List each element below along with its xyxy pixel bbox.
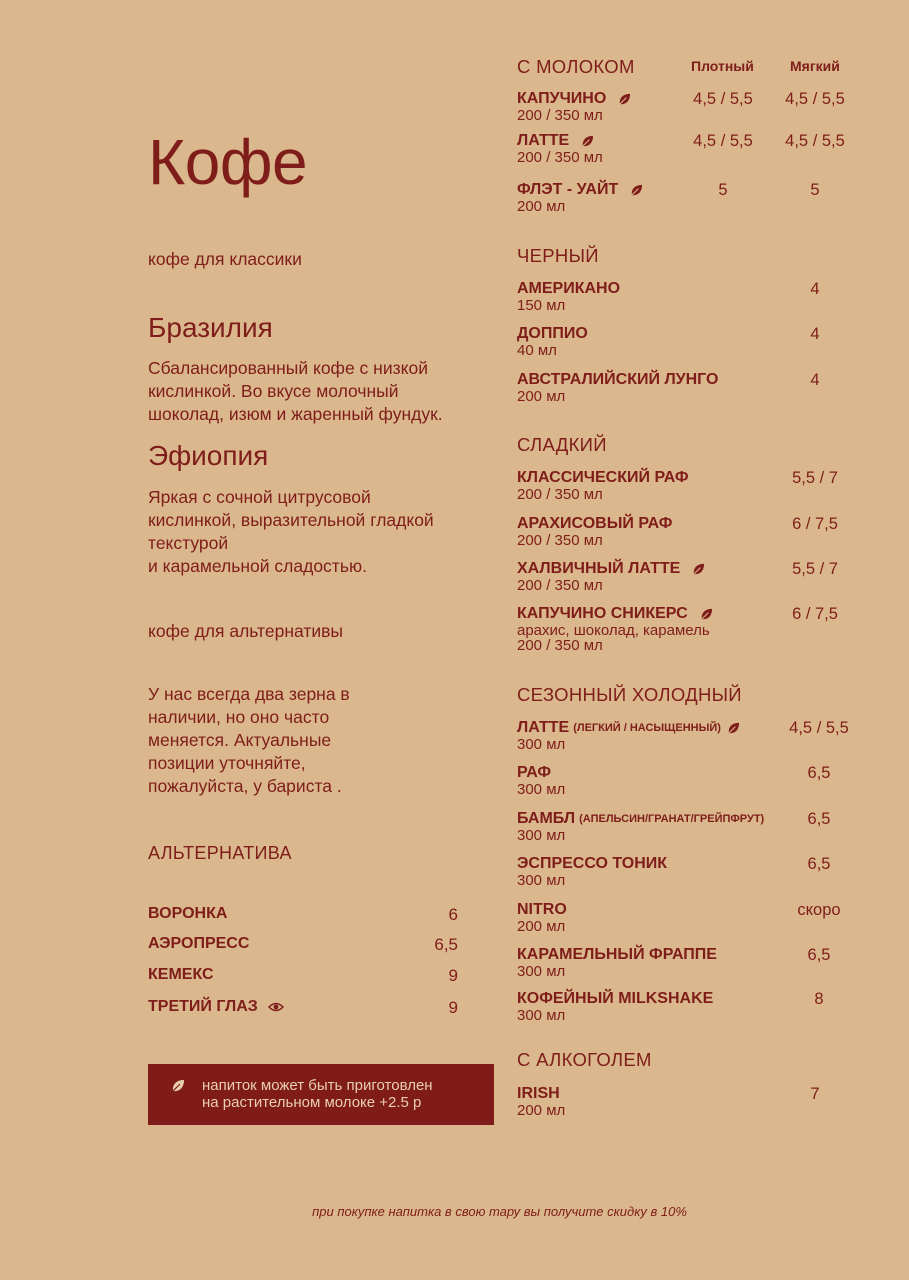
menu-item: [517, 764, 877, 797]
item-price: 5,5 / 7: [792, 560, 838, 578]
leaf-icon: [700, 608, 713, 621]
menu-item: [517, 181, 877, 214]
item-price: 6 / 7,5: [792, 605, 838, 623]
menu-item: [517, 560, 877, 593]
item-price: 4: [810, 325, 820, 343]
menu-item: [517, 325, 877, 358]
alt-item-name: АЭРОПРЕСС: [148, 935, 250, 952]
menu-item: [517, 469, 877, 502]
item-name: ДОППИО: [517, 325, 588, 342]
item-volume: 40 мл: [517, 342, 557, 359]
origin-ethiopia-title: Эфиопия: [148, 440, 269, 471]
item-volume: 150 мл: [517, 297, 566, 314]
menu-item: [517, 371, 877, 404]
page-title: Кофе: [148, 126, 308, 198]
menu-item: [517, 946, 877, 979]
alt-item-name: ТРЕТИЙ ГЛАЗ: [148, 998, 258, 1015]
leaf-icon: [692, 563, 705, 576]
alt-item-price: 6,5: [434, 935, 458, 954]
item-name: АРАХИСОВЫЙ РАФ: [517, 515, 673, 532]
item-volume: 200 мл: [517, 918, 566, 935]
section-title-sweet: СЛАДКИЙ: [517, 434, 607, 455]
item-price: 7: [810, 1085, 820, 1103]
item-name: КАПУЧИНО: [517, 90, 607, 107]
alt-item-price: 9: [448, 998, 458, 1017]
item-price: 4: [810, 280, 820, 298]
plant-milk-note-text: напиток может быть приготовлен на растительном молоке +2.5 р: [202, 1077, 433, 1111]
item-volume: 300 мл: [517, 1007, 566, 1024]
footer-note: при покупке напитка в свою тару вы получите скидку в 10%: [312, 1204, 687, 1219]
menu-item: [517, 719, 877, 752]
section-title-black: ЧЕРНЫЙ: [517, 245, 599, 266]
alt-item: [148, 935, 458, 959]
item-volume: 300 мл: [517, 872, 566, 889]
item-volume: 200 мл: [517, 198, 566, 215]
item-volume: 200 / 350 мл: [517, 486, 603, 503]
column-head-dense: Плотный: [691, 58, 754, 74]
section-title-alcohol: С АЛКОГОЛЕМ: [517, 1049, 652, 1070]
item-price-dense: 4,5 / 5,5: [693, 90, 753, 108]
item-variant: (АПЕЛЬСИН/ГРАНАТ/ГРЕЙПФРУТ): [579, 813, 765, 825]
leaf-icon: [618, 93, 631, 106]
item-ingredients: арахис, шоколад, карамель: [517, 622, 710, 639]
item-price: скоро: [797, 901, 841, 919]
alt-item: [148, 998, 458, 1022]
alt-item: [148, 966, 458, 990]
menu-item: [517, 132, 877, 165]
menu-item: [517, 901, 877, 934]
item-volume: 300 мл: [517, 736, 566, 753]
alt-item-price: 9: [448, 966, 458, 985]
alt-item: [148, 905, 458, 929]
alt-item-price: 6: [448, 905, 458, 924]
item-volume: 300 мл: [517, 963, 566, 980]
item-name: ЛАТТЕ: [517, 719, 570, 736]
item-volume: 200 / 350 мл: [517, 107, 603, 124]
item-price: 6,5: [807, 946, 831, 964]
item-name: РАФ: [517, 764, 552, 781]
item-volume: 200 / 350 мл: [517, 637, 603, 654]
item-volume: 300 мл: [517, 781, 566, 798]
item-price: 4,5 / 5,5: [789, 719, 849, 737]
menu-item: [517, 990, 877, 1023]
menu-item: [517, 90, 877, 123]
item-price-soft: 4,5 / 5,5: [785, 90, 845, 108]
item-price-soft: 5: [810, 181, 820, 199]
leaf-icon: [727, 722, 740, 735]
item-price: 6,5: [807, 855, 831, 873]
alt-item-name: КЕМЕКС: [148, 966, 214, 983]
item-name: КАРАМЕЛЬНЫЙ ФРАППЕ: [517, 946, 717, 963]
menu-item: [517, 810, 877, 843]
item-name: ЛАТТЕ: [517, 132, 570, 149]
item-price: 8: [814, 990, 824, 1008]
item-name: КЛАССИЧЕСКИЙ РАФ: [517, 469, 689, 486]
menu-item: [517, 855, 877, 888]
item-name: КАПУЧИНО СНИКЕРС: [517, 605, 688, 622]
section-title-milk: С МОЛОКОМ: [517, 56, 635, 77]
item-price: 6,5: [807, 764, 831, 782]
item-price-soft: 4,5 / 5,5: [785, 132, 845, 150]
item-name: ХАЛВИЧНЫЙ ЛАТТЕ: [517, 560, 681, 577]
item-volume: 200 / 350 мл: [517, 149, 603, 166]
item-name: IRISH: [517, 1085, 560, 1102]
item-price: 6 / 7,5: [792, 515, 838, 533]
origin-brazil-desc: Сбалансированный кофе с низкой кислинкой. Во вкусе молочный шоколад, изюм и жаренный фундук.: [148, 358, 443, 424]
alternative-heading: АЛЬТЕРНАТИВА: [148, 843, 292, 863]
leaf-icon: [581, 135, 594, 148]
item-volume: 300 мл: [517, 827, 566, 844]
item-volume: 200 мл: [517, 388, 566, 405]
item-volume: 200 / 350 мл: [517, 532, 603, 549]
item-name: ФЛЭТ - УАЙТ: [517, 181, 619, 198]
alt-item-name: ВОРОНКА: [148, 905, 228, 922]
menu-item: [517, 280, 877, 313]
column-head-soft: Мягкий: [790, 58, 840, 74]
menu-item: [517, 1085, 877, 1118]
eye-icon: [268, 1001, 284, 1013]
classic-label: кофе для классики: [148, 249, 302, 269]
plant-milk-note: [148, 1064, 494, 1125]
item-name: NITRO: [517, 901, 567, 918]
leaf-icon: [171, 1079, 185, 1093]
menu-item: [517, 605, 877, 653]
item-price: 4: [810, 371, 820, 389]
item-variant: (ЛЕГКИЙ / НАСЫЩЕННЫЙ): [573, 722, 721, 734]
item-price: 5,5 / 7: [792, 469, 838, 487]
item-volume: 200 мл: [517, 1102, 566, 1119]
item-price: 6,5: [807, 810, 831, 828]
origin-brazil-title: Бразилия: [148, 312, 273, 343]
item-name: АВСТРАЛИЙСКИЙ ЛУНГО: [517, 371, 719, 388]
origin-ethiopia-desc: Яркая с сочной цитрусовой кислинкой, выразительной гладкой текстурой и карамельной сладостью.: [148, 487, 434, 576]
item-name: АМЕРИКАНО: [517, 280, 621, 297]
item-price-dense: 5: [718, 181, 728, 199]
item-name: КОФЕЙНЫЙ MILKSHAKE: [517, 990, 714, 1007]
item-price-dense: 4,5 / 5,5: [693, 132, 753, 150]
alt-desc: У нас всегда два зерна в наличии, но оно часто меняется. Актуальные позиции уточняйте, пожалуйста, у бариста .: [148, 684, 350, 796]
menu-item: [517, 515, 877, 548]
section-title-cold: СЕЗОННЫЙ ХОЛОДНЫЙ: [517, 684, 742, 705]
item-name: БАМБЛ: [517, 810, 576, 827]
item-volume: 200 / 350 мл: [517, 577, 603, 594]
item-name: ЭСПРЕССО ТОНИК: [517, 855, 668, 872]
alt-label: кофе для альтернативы: [148, 621, 343, 641]
leaf-icon: [630, 184, 643, 197]
